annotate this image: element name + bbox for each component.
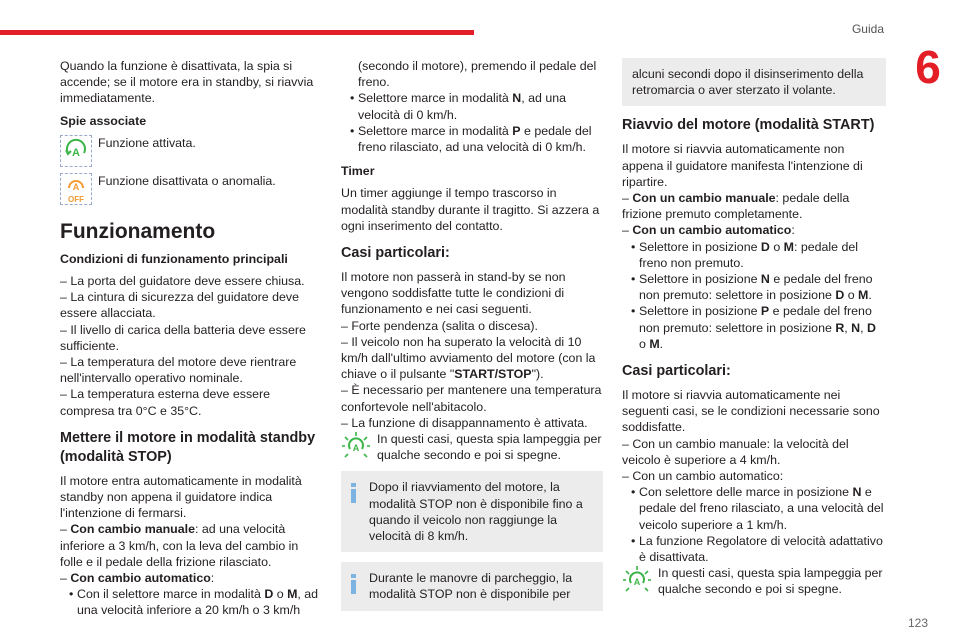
auto-bullet-3: • Selettore marce in modalità P e pedale del freno rilasciato, ad una velocità di 0 km/h. [350,123,592,155]
spie-heading: Spie associate [60,113,147,128]
start-bullet-3: • Selettore in posizione P e pedale del freno non premuto: selettore in posizione R, N, D o M. [631,304,876,351]
intro-paragraph: Quando la funzione è disattivata, la spia si accende; se il motore era in standby, si riavvia immediatamente. [60,59,314,106]
start-bullet-2: • Selettore in posizione N e pedale del freno non premuto: selettore in posizione D o M. [631,272,873,303]
auto-stop-start-off-orange-icon [60,173,92,205]
page-number: 123 [907,616,928,630]
auto-stop-start-flashing-icon [622,565,652,595]
condizione-item: – La cintura di sicurezza del guidatore deve essere allacciata. [60,290,300,321]
casi-intro: Il motore non passerà in stand-by se non vengono soddisfatte tutte le condizioni di funzionamento e nei casi seguenti. [341,270,566,317]
icon-off-text: OFF [68,194,84,204]
column-3 [622,58,886,604]
svg-text:A: A [72,181,80,192]
chapter-number: 6 [915,41,941,93]
auto-gearbox-item: – Con cambio automatico: [60,571,215,586]
casi-item: – La funzione di disappannamento è attivata. [341,415,588,430]
funzionamento-heading: Funzionamento [60,219,216,243]
header-accent-bar [0,30,474,35]
casi-heading: Casi particolari: [622,363,731,380]
casi-item: – È necessario per mantenere una temperatura confortevole nell'abitacolo. [341,383,602,414]
casi-item: – Con un cambio manuale: la velocità del veicolo è superiore a 4 km/h. [622,436,849,467]
casi-item: – Forte pendenza (salita o discesa). [341,318,538,333]
info-icon [351,483,356,505]
auto-bullet-1: • Con il selettore marce in modalità D o M, ad una velocità inferiore a 20 km/h o 3 km/h [69,587,319,618]
auto-stop-start-green-icon [60,135,92,167]
casi-item: – Con un cambio automatico: [622,469,784,484]
spia-off-row [60,173,322,205]
spia-flash-label: In questi casi, questa spia lampeggia per qualche secondo e poi si spegne. [377,432,602,463]
condizioni-heading: Condizioni di funzionamento principali [60,251,288,266]
section-title: Guida [851,22,884,36]
info-note-continuation: alcuni secondi dopo il disinserimento della retromarcia o aver sterzato il volante. [622,58,886,106]
casi-bullet-2: • La funzione Regolatore di velocità adattativo è disattivata. [631,533,883,565]
timer-paragraph: Un timer aggiunge il tempo trascorso in modalità standby durante il tragitto. Si azzera a ogni inserimento del contatto. [341,186,600,233]
start-mode-heading: Riavvio del motore (modalità START) [622,117,875,134]
spia-flash-row [341,431,603,463]
column-2 [341,58,603,621]
casi-item: – Il veicolo non ha superato la velocità di 10 km/h dall'ultimo avviamento del motore (con la chiave o il pulsante "START/STOP"). [341,334,596,382]
condizione-item: – La porta del guidatore deve essere chiusa. [60,274,305,289]
bullet-continuation: (secondo il motore), premendo il pedale del freno. [358,59,597,90]
info-note-2: Durante le manovre di parcheggio, la modalità STOP non è disponibile per [341,562,603,610]
condizioni-list [60,273,322,419]
spia-flash-label: In questi casi, questa spia lampeggia per qualche secondo e poi si spegne. [658,566,883,597]
auto-bullet-2: • Selettore marce in modalità N, ad una velocità di 0 km/h. [350,91,567,122]
condizione-item: – Il livello di carica della batteria deve essere sufficiente. [60,322,306,353]
column-1 [60,58,322,619]
start-intro: Il motore si riavvia automaticamente non appena il guidatore manifesta l'intenzione di ripartire. [622,142,863,189]
manual-gearbox-item: – Con un cambio manuale: pedale della frizione premuto completamente. [622,191,850,222]
condizione-item: – La temperatura del motore deve rientrare nell'intervallo operativo nominale. [60,355,297,386]
casi-intro: Il motore si riavvia automaticamente nei seguenti casi, se le condizioni necessarie sono soddisfatte. [622,388,880,435]
spia-on-row [60,135,322,167]
stop-mode-heading: Mettere il motore in modalità standby (modalità STOP) [60,429,316,465]
spia-flash-row [622,565,886,597]
casi-bullet-1: • Con selettore delle marce in posizione N e pedale del freno rilasciato, a una velocità del veicolo superiore a 1 km/h. [631,485,884,532]
auto-stop-start-flashing-icon [341,431,371,461]
timer-heading: Timer [341,164,375,179]
start-bullet-1: • Selettore in posizione D o M: pedale del freno non premuto. [631,239,859,270]
manual-gearbox-item: – Con cambio manuale: ad una velocità inferiore a 3 km/h, con la leva del cambio in folle e il pedale della frizione rilasciato. [60,522,299,569]
info-icon [351,574,356,596]
spia-on-label: Funzione attivata. [98,135,196,150]
svg-text:A: A [633,577,641,588]
svg-text:A: A [352,443,360,454]
svg-text:A: A [72,146,80,159]
auto-gearbox-item: – Con un cambio automatico: [622,223,795,238]
casi-heading: Casi particolari: [341,245,450,262]
stop-intro: Il motore entra automaticamente in modalità standby non appena il guidatore indica l'intenzione di fermarsi. [60,473,302,521]
info-note-1: Dopo il riavviamento del motore, la modalità STOP non è disponibile fino a quando il veicolo non raggiunge la velocità di 8 km/h. [341,471,603,552]
condizione-item: – La temperatura esterna deve essere compresa tra 0°C e 35°C. [60,387,271,418]
spia-off-label: Funzione disattivata o anomalia. [98,173,276,188]
